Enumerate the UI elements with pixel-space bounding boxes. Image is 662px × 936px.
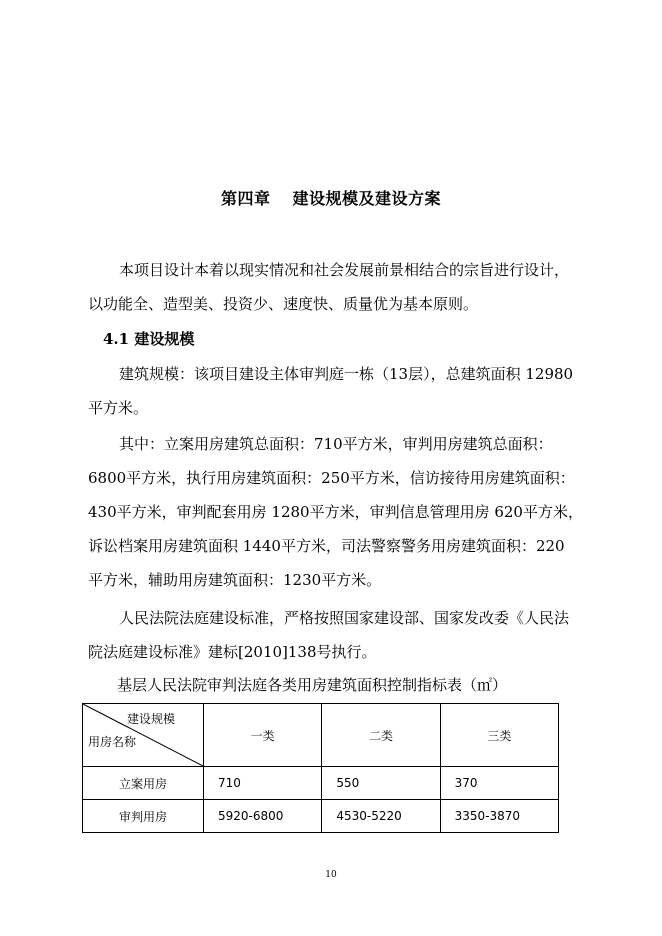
standard-paragraph xyxy=(88,601,584,669)
scale-line-1: 建筑规模：该项目建设主体审判庭一栋（13层），总建筑面积 12980 xyxy=(119,365,574,383)
table-caption: 基层人民法院审判法庭各类用房建筑面积控制指标表（㎡） xyxy=(117,676,508,694)
table-cell: 3350-3870 xyxy=(440,800,558,833)
standard-line-2: 院法庭建设标准》建标[2010]138号执行。 xyxy=(88,643,377,661)
breakdown-line-3: 430平方米，审判配套用房 1280平方米，审判信息管理用房 620平方米， xyxy=(88,503,583,521)
breakdown-line-4: 诉讼档案用房建筑面积 1440平方米，司法警察警务用房建筑面积：220 xyxy=(88,537,565,555)
standard-line-1: 人民法院法庭建设标准，严格按照国家建设部、国家发改委《人民法 xyxy=(119,609,570,627)
table-cell: 4530-5220 xyxy=(322,800,440,833)
row-header: 立案用房 xyxy=(83,767,204,800)
table-corner-cell xyxy=(83,704,204,767)
table-row xyxy=(83,767,559,800)
chapter-number: 第四章 xyxy=(220,189,271,208)
page-number: 10 xyxy=(325,870,337,880)
scale-paragraph xyxy=(88,357,584,425)
breakdown-paragraph xyxy=(88,427,584,597)
area-standards-table xyxy=(82,703,559,833)
table-cell: 370 xyxy=(440,767,558,800)
section-heading: 4.1 建设规模 xyxy=(103,330,195,348)
intro-line-1: 本项目设计本着以现实情况和社会发展前景相结合的宗旨进行设计， xyxy=(119,261,570,279)
table-cell: 710 xyxy=(204,767,322,800)
corner-bottom-label: 用房名称 xyxy=(88,735,137,749)
column-header: 三类 xyxy=(440,704,558,767)
table-header-row xyxy=(83,704,559,767)
breakdown-line-1: 其中：立案用房建筑总面积：710平方米，审判用房建筑总面积： xyxy=(119,435,553,453)
table-row xyxy=(83,800,559,833)
column-header: 二类 xyxy=(322,704,440,767)
table-cell: 550 xyxy=(322,767,440,800)
table-cell: 5920-6800 xyxy=(204,800,322,833)
chapter-title: 建设规模及建设方案 xyxy=(292,189,442,208)
breakdown-line-2: 6800平方米，执行用房建筑面积：250平方米，信访接待用房建筑面积： xyxy=(88,469,575,487)
chapter-heading xyxy=(0,186,662,209)
breakdown-line-5: 平方米，辅助用房建筑面积：1230平方米。 xyxy=(88,571,382,589)
scale-line-2: 平方米。 xyxy=(88,399,149,417)
intro-paragraph xyxy=(88,253,584,321)
corner-top-label: 建设规模 xyxy=(126,712,175,726)
row-header: 审判用房 xyxy=(83,800,204,833)
column-header: 一类 xyxy=(204,704,322,767)
intro-line-2: 以功能全、造型美、投资少、速度快、质量优为基本原则。 xyxy=(88,295,479,313)
